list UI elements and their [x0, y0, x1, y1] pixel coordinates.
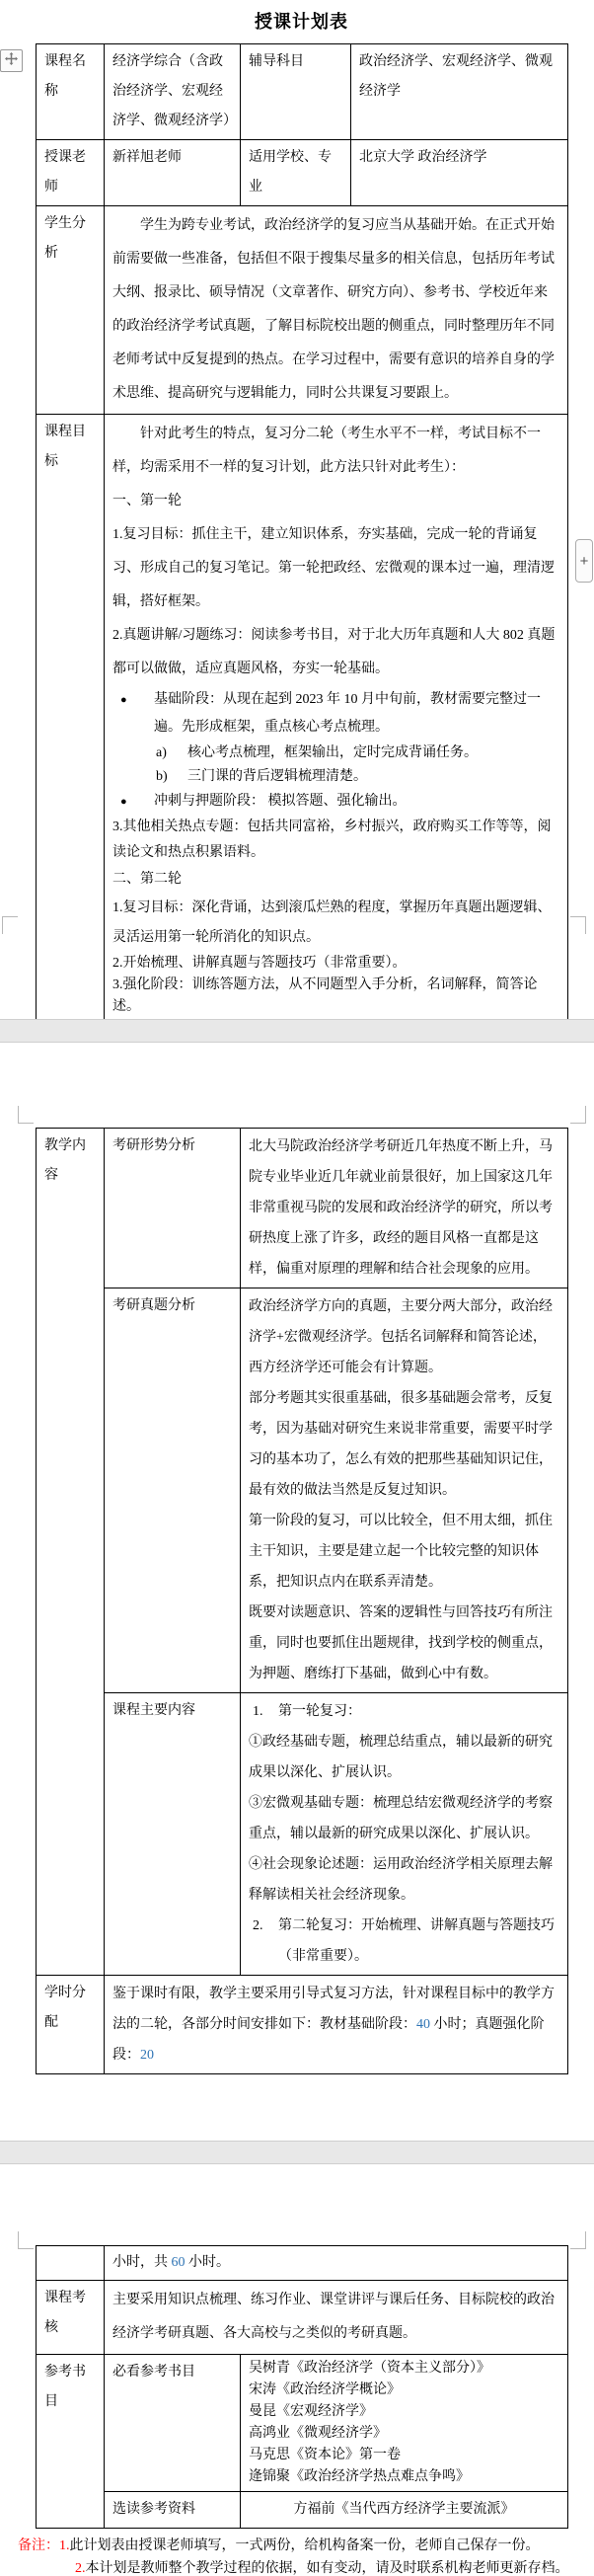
course-info-table: [36, 43, 568, 1019]
subject-value: 政治经济学、宏观经济学、微观经济学: [351, 44, 568, 140]
table-row: [37, 1693, 568, 1976]
goals-round1-heading: 一、第一轮: [112, 494, 182, 508]
assessment-label: 课程考核: [37, 2281, 105, 2355]
main-content-text: 第一轮复习：: [278, 1704, 361, 1719]
bullet-icon: ●: [120, 796, 127, 808]
document-page-3: [0, 2164, 594, 2576]
past-papers-label: 考研真题分析: [105, 1288, 241, 1693]
bullet-icon: ●: [120, 694, 127, 706]
optional-read-label: 选读参考资料: [105, 2492, 241, 2529]
school-value: 北京大学 政治经济学: [351, 140, 568, 206]
list-number: 1.: [253, 1704, 263, 1719]
student-analysis-text: 学生为跨专业考试，政治经济学的复习应当从基础开始。在正式开始前需要做一些准备，包括但不限于搜集尽量多的相关信息，包括历年考试大纲、报录比、硕导情况（文章著作、研究方向）、参考书、学校近年来的政治经济学考试真题，了解目标院校出题的侧重点，同时整理历年不同老师考试中反复提到的热点。在学习过程中，需要有意识的培养自身的学术思维、提高研究与逻辑能力，同时公共课复习要跟上。: [112, 218, 555, 401]
hours-text-part: 小时，共: [112, 2255, 172, 2270]
main-content-subitem: ③宏微观基础专题：梳理总结宏微观经济学的考察重点，辅以最新的研究成果以深化、扩展认识。: [249, 1796, 553, 1841]
main-content-subitem: ①政经基础专题，梳理总结重点，辅以最新的研究成果以深化、扩展认识。: [249, 1735, 553, 1780]
list-number: 2.: [253, 1918, 263, 1933]
goals-alpha-text: 三门课的背后逻辑梳理清楚。: [187, 769, 367, 784]
move-cross-icon: [5, 52, 18, 70]
hours-continued-text: [112, 2249, 559, 2277]
page-corner-mark: [2, 916, 18, 934]
note-number: 1.: [59, 2538, 70, 2553]
past-papers-paragraph: 政治经济学方向的真题，主要分两大部分，政治经济学+宏微观经济学。包括名词解释和简答论述，西方经济学还可能会有计算题。: [249, 1299, 553, 1375]
goals-item: 2.真题讲解/习题练习：阅读参考书目，对于北大历年真题和人大 802 真题都可以做做，适应真题风格，夯实一轮基础。: [112, 628, 556, 676]
table-row: [37, 140, 568, 206]
exam-situation-text: 北大马院政治经济学考研近几年热度不断上升，马院专业毕业近几年就业前景很好，加上国家这几年非常重视马院的发展和政治经济学的研究，所以考研热度上涨了许多，政经的题目风格一直都是这样，偏重对原理的理解和结合社会现象的应用。: [249, 1139, 553, 1277]
footnote-line: [18, 2557, 570, 2576]
table-row: [37, 44, 568, 140]
hours-number: 20: [140, 2048, 154, 2063]
page-corner-mark: [570, 2231, 586, 2249]
hours-text: [112, 1979, 559, 2070]
subject-label: 辅导科目: [241, 44, 351, 140]
alpha-marker: a): [156, 745, 167, 760]
goals-bullet-text: 冲刺与押题阶段： 模拟答题、强化输出。: [154, 794, 407, 809]
table-row: [37, 2246, 568, 2281]
page-separator: [0, 1019, 594, 1043]
goals-alpha-text: 核心考点梳理，框架输出，定时完成背诵任务。: [187, 745, 478, 760]
course-goals-label: 课程目标: [37, 415, 105, 1020]
book-item: 吴树青《政治经济学（资本主义部分）》: [249, 2361, 490, 2376]
past-papers-paragraph: 第一阶段的复习，可以比较全，但不用太细，抓住主干知识，主要是建立起一个比较完整的知识体系，把知识点内在联系弄清楚。: [249, 1514, 553, 1590]
page-corner-mark: [570, 1106, 586, 1124]
hours-text-part: 小时。: [185, 2255, 230, 2270]
table-row: [37, 1129, 568, 1288]
past-papers-paragraph: 既要对读题意识、答案的逻辑性与回答技巧有所注重，同时也要抓住出题规律，找到学校的侧重点，为押题、磨练打下基础，做到心中有数。: [249, 1605, 553, 1681]
goals-item: 2.开始梳理、讲解真题与答题技巧（非常重要）。: [112, 956, 407, 971]
page-corner-mark: [18, 2231, 34, 2249]
hours-continued-cell: [105, 2246, 568, 2281]
teacher-label: 授课老师: [37, 140, 105, 206]
book-item: 曼昆《宏观经济学》: [249, 2404, 373, 2419]
book-item: 高鸿业《微观经济学》: [249, 2426, 387, 2441]
goals-item: 1.复习目标：抓住主干，建立知识体系，夯实基础，完成一轮的背诵复习、形成自己的复习笔记。第一轮把政经、宏微观的课本过一遍，理清逻辑，搭好框架。: [112, 527, 555, 609]
hours-label: 学时分配: [37, 1976, 105, 2074]
main-content-text: 第二轮复习：开始梳理、讲解真题与答题技巧（非常重要）。: [278, 1918, 555, 1964]
book-item: 马克思《资本论》第一卷: [249, 2448, 401, 2462]
student-analysis-cell: [105, 206, 568, 415]
teaching-content-label: 教学内容: [37, 1129, 105, 1976]
course-name-label: 课程名称: [37, 44, 105, 140]
note-number: 2.: [75, 2561, 86, 2576]
optional-read-value: 方福前《当代西方经济学主要流派》: [241, 2492, 568, 2529]
table-row: [37, 1976, 568, 2074]
goals-intro: 针对此考生的特点，复习分二轮（考生水平不一样，考试目标不一样，均需采用不一样的复习计划，此方法只针对此考生）：: [112, 427, 541, 475]
goals-item: 1.复习目标：深化背诵，达到滚瓜烂熟的程度，掌握历年真题出题逻辑、灵活运用第一轮所消化的知识点。: [112, 900, 552, 945]
document-page-1: [0, 0, 594, 1019]
table-move-handle[interactable]: [0, 49, 23, 72]
goals-bullet-item: [112, 789, 559, 815]
book-item: 宋涛《政治经济学概论》: [249, 2382, 401, 2397]
hours-text-part: 小时；真题强化阶段：: [112, 2017, 545, 2063]
note-text: 本计划是教师整个教学过程的依据，如有变动，请及时联系机构老师更新存档。: [85, 2561, 569, 2576]
exam-situation-label: 考研形势分析: [105, 1129, 241, 1288]
table-row: [37, 2355, 568, 2492]
goals-round2-heading: 二、第二轮: [112, 872, 182, 887]
past-papers-paragraph: 部分考题其实很重基础，很多基础题会常考，反复考，因为基础对研究生来说非常重要，需要平时学习的基本功了，怎么有效的把那些基础知识记住，最有效的做法当然是反复过知识。: [249, 1391, 553, 1498]
assessment-cell: [105, 2281, 568, 2355]
teaching-content-table: [36, 1128, 568, 2074]
goals-bullet-text: 基础阶段：从现在起到 2023 年 10 月中旬前，教材需要完整过一遍。先形成框架，重点核心考点梳理。: [154, 692, 541, 735]
course-name-value: 经济学综合（含政治经济学、宏观经济学、微观经济学）: [105, 44, 241, 140]
goals-alpha-item: [112, 742, 559, 765]
notes-label: 备注：: [18, 2538, 59, 2553]
goals-alpha-item: [112, 765, 559, 789]
hours-continued-empty-cell: [37, 2246, 105, 2281]
note-text: 此计划表由授课老师填写，一式两份，给机构备案一份，老师自己保存一份。: [69, 2538, 540, 2553]
exam-situation-cell: [241, 1129, 568, 1288]
page-separator: [0, 2141, 594, 2164]
must-read-books-cell: [241, 2355, 568, 2492]
main-content-item: [249, 1911, 559, 1972]
document-page-2: [0, 1043, 594, 2141]
school-label: 适用学校、专业: [241, 140, 351, 206]
hours-number: 40: [416, 2017, 430, 2032]
main-content-subitem: ④社会现象论述题：运用政治经济学相关原理去解释解读相关社会经济现象。: [249, 1857, 553, 1903]
hours-number: 60: [171, 2255, 186, 2270]
hours-cell: [105, 1976, 568, 2074]
page-corner-mark: [18, 1106, 34, 1124]
alpha-marker: b): [156, 769, 168, 784]
goals-item: 3.其他相关热点专题：包括共同富裕，乡村振兴，政府购买工作等等，阅读论文和热点积累语料。: [112, 820, 552, 860]
goals-bullet-item: [112, 686, 559, 742]
references-label: 参考书目: [37, 2355, 105, 2529]
table-row: [37, 206, 568, 415]
table-row: [37, 2492, 568, 2529]
table-row: [37, 1288, 568, 1693]
footnote-line: [18, 2535, 570, 2557]
hours-text-part: 鉴于课时有限，教学主要采用引导式复习方法，针对课程目标中的教学方法的二轮，各部分时间安排如下：教材基础阶段：: [112, 1987, 555, 2032]
main-content-item: [249, 1696, 559, 1727]
assessment-references-table: [36, 2245, 568, 2529]
footnotes: [18, 2535, 570, 2576]
teacher-value: 新祥旭老师: [105, 140, 241, 206]
table-row: [37, 2281, 568, 2355]
insert-plus-button[interactable]: [575, 539, 593, 583]
page-corner-mark: [570, 916, 586, 934]
page-title: 授课计划表: [255, 12, 348, 32]
course-goals-cell: [105, 415, 568, 1020]
book-item: 逄锦聚《政治经济学热点难点争鸣》: [249, 2469, 470, 2484]
assessment-text: 主要采用知识点梳理、练习作业、课堂讲评与课后任务、目标院校的政治经济学考研真题、各大高校与之类似的考研真题。: [112, 2293, 555, 2341]
plus-icon: +: [579, 552, 589, 570]
main-content-label: 课程主要内容: [105, 1693, 241, 1976]
goals-item: 3.强化阶段：训练答题方法，从不同题型入手分析，名词解释，简答论述。: [112, 977, 538, 1014]
table-row: [37, 415, 568, 1020]
student-analysis-label: 学生分析: [37, 206, 105, 415]
main-content-cell: [241, 1693, 568, 1976]
must-read-label: 必看参考书目: [105, 2355, 241, 2492]
past-papers-cell: [241, 1288, 568, 1693]
